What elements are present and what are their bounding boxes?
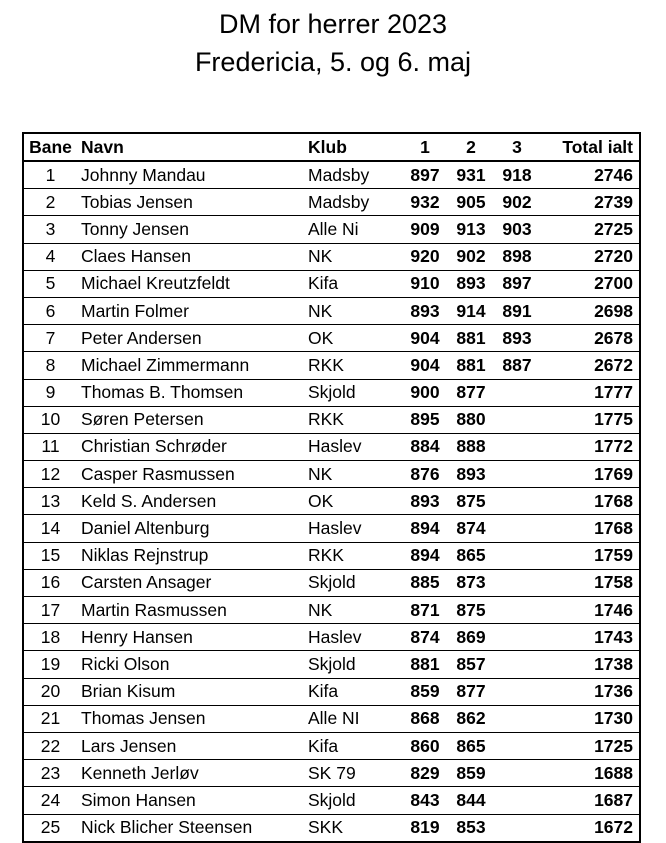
- table-row: [23, 760, 640, 787]
- cell-total: 1759: [540, 542, 640, 569]
- cell-round-3: [494, 542, 540, 569]
- cell-round-1: 868: [402, 705, 448, 732]
- cell-round-2: 869: [448, 624, 494, 651]
- cell-round-1: 829: [402, 760, 448, 787]
- cell-total: 2698: [540, 297, 640, 324]
- cell-round-3: 893: [494, 325, 540, 352]
- table-row: [23, 297, 640, 324]
- cell-bane: 6: [23, 297, 77, 324]
- cell-bane: 14: [23, 515, 77, 542]
- cell-klub: OK: [307, 325, 402, 352]
- table-row: [23, 569, 640, 596]
- cell-klub: SKK: [307, 814, 402, 842]
- cell-round-1: 874: [402, 624, 448, 651]
- cell-round-3: [494, 651, 540, 678]
- cell-navn: Carsten Ansager: [77, 569, 307, 596]
- cell-round-1: 894: [402, 542, 448, 569]
- cell-round-2: 862: [448, 705, 494, 732]
- cell-klub: Madsby: [308, 164, 370, 185]
- table-row: [23, 814, 640, 842]
- cell-round-2: 914: [448, 297, 494, 324]
- cell-round-1: 895: [402, 406, 448, 433]
- cell-bane: 3: [23, 216, 77, 243]
- table-row: [23, 678, 640, 705]
- cell-round-1: 859: [402, 678, 448, 705]
- cell-round-2: 888: [448, 433, 494, 460]
- header-klub: Klub: [307, 133, 402, 161]
- cell-round-2: 857: [448, 651, 494, 678]
- cell-round-2: 853: [448, 814, 494, 842]
- cell-navn: Michael Zimmermann: [77, 352, 307, 379]
- cell-total: 2746: [594, 164, 633, 185]
- cell-total: 2725: [540, 216, 640, 243]
- cell-round-3: 902: [494, 189, 540, 216]
- cell-bane: 7: [23, 325, 77, 352]
- cell-bane: 18: [23, 624, 77, 651]
- cell-klub: NK: [307, 243, 402, 270]
- cell-round-3: [494, 461, 540, 488]
- cell-bane: 17: [23, 597, 77, 624]
- cell-round-1: 881: [402, 651, 448, 678]
- cell-klub: NK: [307, 461, 402, 488]
- cell-total: 1768: [540, 515, 640, 542]
- cell-round-3: 918: [502, 164, 532, 185]
- cell-round-3: [494, 569, 540, 596]
- table-row: [23, 270, 640, 297]
- cell-round-1: 900: [402, 379, 448, 406]
- page-title: DM for herrer 2023: [218, 9, 448, 39]
- page-subtitle: Fredericia, 5. og 6. maj: [194, 47, 472, 77]
- header-round-2: 2: [448, 133, 494, 161]
- cell-round-3: [494, 406, 540, 433]
- cell-bane: 1: [45, 164, 56, 185]
- cell-total: 1775: [540, 406, 640, 433]
- cell-klub: SK 79: [307, 760, 402, 787]
- cell-total: 2700: [540, 270, 640, 297]
- cell-round-3: [494, 814, 540, 842]
- cell-klub: Skjold: [307, 569, 402, 596]
- cell-bane: 15: [23, 542, 77, 569]
- table-row: [23, 651, 640, 678]
- cell-total: 1758: [540, 569, 640, 596]
- cell-navn: Martin Folmer: [77, 297, 307, 324]
- cell-bane: 13: [23, 488, 77, 515]
- cell-round-1: 876: [402, 461, 448, 488]
- table-row: [23, 243, 640, 270]
- cell-round-1: 871: [402, 597, 448, 624]
- cell-klub: Haslev: [307, 515, 402, 542]
- cell-navn: Søren Petersen: [77, 406, 307, 433]
- cell-navn: Tobias Jensen: [77, 189, 307, 216]
- cell-navn: Ricki Olson: [77, 651, 307, 678]
- table-row: [23, 488, 640, 515]
- cell-navn: Casper Rasmussen: [77, 461, 307, 488]
- cell-navn: Christian Schrøder: [77, 433, 307, 460]
- cell-total: 1730: [540, 705, 640, 732]
- cell-round-1: 885: [402, 569, 448, 596]
- cell-round-2: 902: [448, 243, 494, 270]
- cell-bane: 16: [23, 569, 77, 596]
- cell-navn: Kenneth Jerløv: [77, 760, 307, 787]
- cell-round-3: [494, 624, 540, 651]
- cell-bane: 9: [23, 379, 77, 406]
- cell-total: 1725: [540, 732, 640, 759]
- table-header-row: [23, 133, 640, 161]
- cell-round-3: [494, 732, 540, 759]
- cell-klub: Alle Ni: [307, 216, 402, 243]
- header-navn: Navn: [77, 133, 307, 161]
- cell-klub: Skjold: [307, 651, 402, 678]
- cell-bane: 24: [23, 787, 77, 814]
- cell-round-3: 887: [494, 352, 540, 379]
- header-total: Total ialt: [540, 133, 640, 161]
- table-row: [23, 597, 640, 624]
- cell-round-2: 913: [448, 216, 494, 243]
- table-row: [23, 433, 640, 460]
- cell-navn: Peter Andersen: [77, 325, 307, 352]
- cell-klub: OK: [307, 488, 402, 515]
- cell-navn: Brian Kisum: [77, 678, 307, 705]
- cell-total: 2672: [540, 352, 640, 379]
- cell-bane: 22: [23, 732, 77, 759]
- cell-round-1: 819: [402, 814, 448, 842]
- cell-bane: 2: [23, 189, 77, 216]
- cell-round-3: [494, 787, 540, 814]
- table-row: [23, 515, 640, 542]
- cell-round-3: [494, 678, 540, 705]
- cell-round-2: 865: [448, 732, 494, 759]
- cell-navn: Tonny Jensen: [77, 216, 307, 243]
- results-table: [22, 132, 641, 843]
- cell-klub: RKK: [307, 542, 402, 569]
- cell-klub: Skjold: [307, 787, 402, 814]
- cell-round-2: 875: [448, 488, 494, 515]
- cell-klub: Haslev: [307, 433, 402, 460]
- cell-bane: 5: [23, 270, 77, 297]
- cell-navn: Keld S. Andersen: [77, 488, 307, 515]
- cell-navn: Thomas Jensen: [77, 705, 307, 732]
- cell-round-2: 905: [448, 189, 494, 216]
- cell-round-3: 903: [494, 216, 540, 243]
- cell-round-1: 904: [402, 325, 448, 352]
- cell-round-3: 897: [494, 270, 540, 297]
- table-row: [23, 161, 640, 189]
- cell-round-2: 873: [448, 569, 494, 596]
- table-row: [23, 379, 640, 406]
- cell-klub: RKK: [307, 352, 402, 379]
- cell-round-1: 894: [402, 515, 448, 542]
- cell-round-1: 920: [402, 243, 448, 270]
- cell-round-3: [494, 705, 540, 732]
- header-round-1: 1: [402, 133, 448, 161]
- cell-total: 1777: [540, 379, 640, 406]
- cell-total: 2720: [540, 243, 640, 270]
- cell-klub: NK: [307, 597, 402, 624]
- cell-navn: Claes Hansen: [77, 243, 307, 270]
- cell-bane: 10: [23, 406, 77, 433]
- cell-round-2: 877: [448, 678, 494, 705]
- table-row: [23, 542, 640, 569]
- cell-round-3: [494, 433, 540, 460]
- cell-round-2: 880: [448, 406, 494, 433]
- cell-round-2: 881: [448, 325, 494, 352]
- cell-bane: 11: [23, 433, 77, 460]
- table-row: [23, 406, 640, 433]
- cell-bane: 21: [23, 705, 77, 732]
- header-bane: Bane: [23, 133, 77, 161]
- cell-total: 1769: [540, 461, 640, 488]
- cell-round-1: 904: [402, 352, 448, 379]
- cell-total: 1688: [540, 760, 640, 787]
- cell-navn: Daniel Altenburg: [77, 515, 307, 542]
- cell-navn: Niklas Rejnstrup: [77, 542, 307, 569]
- cell-total: 1687: [540, 787, 640, 814]
- cell-navn: Michael Kreutzfeldt: [77, 270, 307, 297]
- cell-klub: Skjold: [307, 379, 402, 406]
- cell-bane: 19: [23, 651, 77, 678]
- cell-navn: Martin Rasmussen: [77, 597, 307, 624]
- cell-round-3: [494, 760, 540, 787]
- cell-round-3: 898: [494, 243, 540, 270]
- cell-round-1: 910: [402, 270, 448, 297]
- cell-round-2: 931: [456, 164, 486, 185]
- cell-klub: Kifa: [307, 732, 402, 759]
- cell-round-2: 859: [448, 760, 494, 787]
- header-round-3: 3: [494, 133, 540, 161]
- cell-bane: 25: [23, 814, 77, 842]
- cell-round-1: 884: [402, 433, 448, 460]
- cell-round-1: 893: [402, 297, 448, 324]
- cell-round-2: 844: [448, 787, 494, 814]
- cell-navn: Henry Hansen: [77, 624, 307, 651]
- cell-total: 1746: [540, 597, 640, 624]
- cell-klub: Kifa: [307, 678, 402, 705]
- cell-navn: Nick Blicher Steensen: [77, 814, 307, 842]
- table-row: [23, 352, 640, 379]
- cell-bane: 23: [23, 760, 77, 787]
- cell-bane: 8: [23, 352, 77, 379]
- cell-bane: 12: [23, 461, 77, 488]
- cell-klub: Madsby: [307, 189, 402, 216]
- cell-bane: 4: [23, 243, 77, 270]
- table-row: [23, 189, 640, 216]
- table-row: [23, 325, 640, 352]
- cell-navn: Thomas B. Thomsen: [77, 379, 307, 406]
- cell-total: 1768: [540, 488, 640, 515]
- cell-round-3: 891: [494, 297, 540, 324]
- cell-klub: Kifa: [307, 270, 402, 297]
- table-row: [23, 461, 640, 488]
- cell-navn: Simon Hansen: [77, 787, 307, 814]
- cell-total: 1736: [540, 678, 640, 705]
- cell-round-3: [494, 597, 540, 624]
- cell-round-3: [494, 379, 540, 406]
- cell-round-2: 893: [448, 461, 494, 488]
- cell-round-1: 932: [402, 189, 448, 216]
- cell-klub: RKK: [307, 406, 402, 433]
- cell-round-1: 860: [402, 732, 448, 759]
- cell-round-3: [494, 515, 540, 542]
- table-row: [23, 705, 640, 732]
- cell-bane: 20: [23, 678, 77, 705]
- cell-klub: Haslev: [307, 624, 402, 651]
- cell-total: 2739: [540, 189, 640, 216]
- cell-navn: Johnny Mandau: [81, 164, 206, 185]
- table-row: [23, 624, 640, 651]
- cell-round-1: 909: [402, 216, 448, 243]
- table-row: [23, 732, 640, 759]
- cell-total: 1672: [540, 814, 640, 842]
- cell-total: 2678: [540, 325, 640, 352]
- cell-round-2: 875: [448, 597, 494, 624]
- cell-round-2: 877: [448, 379, 494, 406]
- cell-total: 1743: [540, 624, 640, 651]
- cell-round-1: 843: [402, 787, 448, 814]
- cell-navn: Lars Jensen: [77, 732, 307, 759]
- cell-round-2: 865: [448, 542, 494, 569]
- table-row: [23, 787, 640, 814]
- table-row: [23, 216, 640, 243]
- cell-total: 1738: [540, 651, 640, 678]
- cell-round-2: 881: [448, 352, 494, 379]
- cell-klub: Alle NI: [307, 705, 402, 732]
- cell-round-2: 893: [448, 270, 494, 297]
- cell-klub: NK: [307, 297, 402, 324]
- cell-round-2: 874: [448, 515, 494, 542]
- cell-round-1: 893: [402, 488, 448, 515]
- cell-total: 1772: [540, 433, 640, 460]
- cell-round-1: 897: [410, 164, 440, 185]
- cell-round-3: [494, 488, 540, 515]
